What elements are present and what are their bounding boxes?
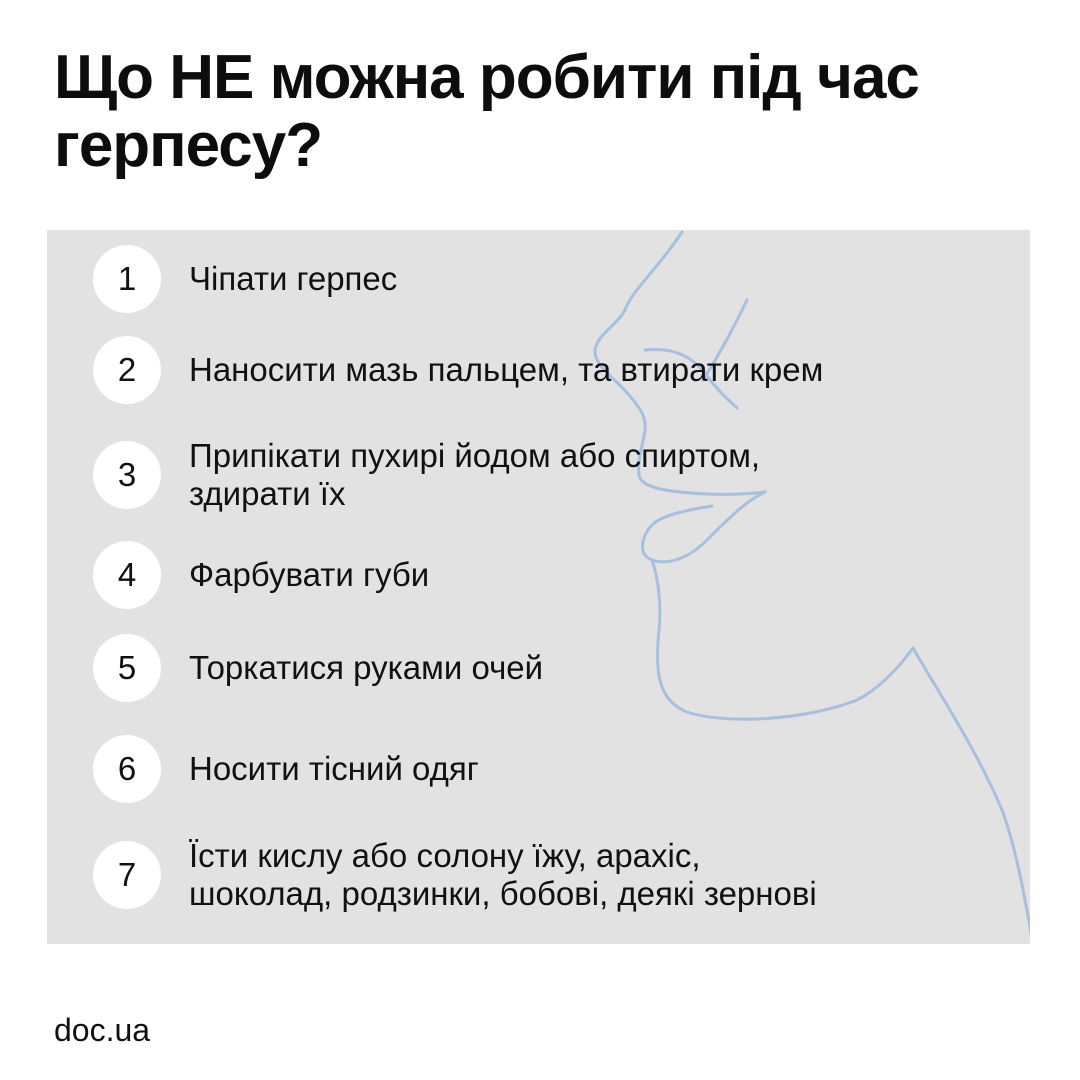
list-item-5 [93, 634, 543, 702]
list-item-6 [93, 735, 479, 803]
item-text: Припікати пухирі йодом або спиртом, здирати їх [189, 437, 761, 512]
brand-label: doc.ua [54, 1012, 151, 1048]
item-number-badge: 2 [93, 336, 161, 404]
list-item-2 [93, 336, 823, 404]
item-number-badge: 6 [93, 735, 161, 803]
list-panel [47, 230, 1030, 944]
item-number-badge: 5 [93, 634, 161, 702]
list-item-7 [93, 837, 817, 913]
item-number-badge: 4 [93, 541, 161, 609]
list-item-4 [93, 541, 429, 609]
item-text: Носити тісний одяг [189, 750, 479, 787]
page-title: Що НЕ можна робити під час герпесу? [54, 43, 919, 180]
item-text: Їсти кислу або солону їжу, арахіс, шоколад, родзинки, бобові, деякі зернові [189, 837, 817, 912]
item-text: Наносити мазь пальцем, та втирати крем [189, 351, 824, 388]
item-number-badge: 3 [93, 441, 161, 509]
list-item-3 [93, 437, 760, 513]
item-number-badge: 7 [93, 841, 161, 909]
item-text: Торкатися руками очей [189, 649, 544, 686]
item-text: Чіпати герпес [189, 260, 398, 297]
item-text: Фарбувати губи [189, 556, 430, 593]
item-number-badge: 1 [93, 245, 161, 313]
list-item-1 [93, 245, 397, 313]
